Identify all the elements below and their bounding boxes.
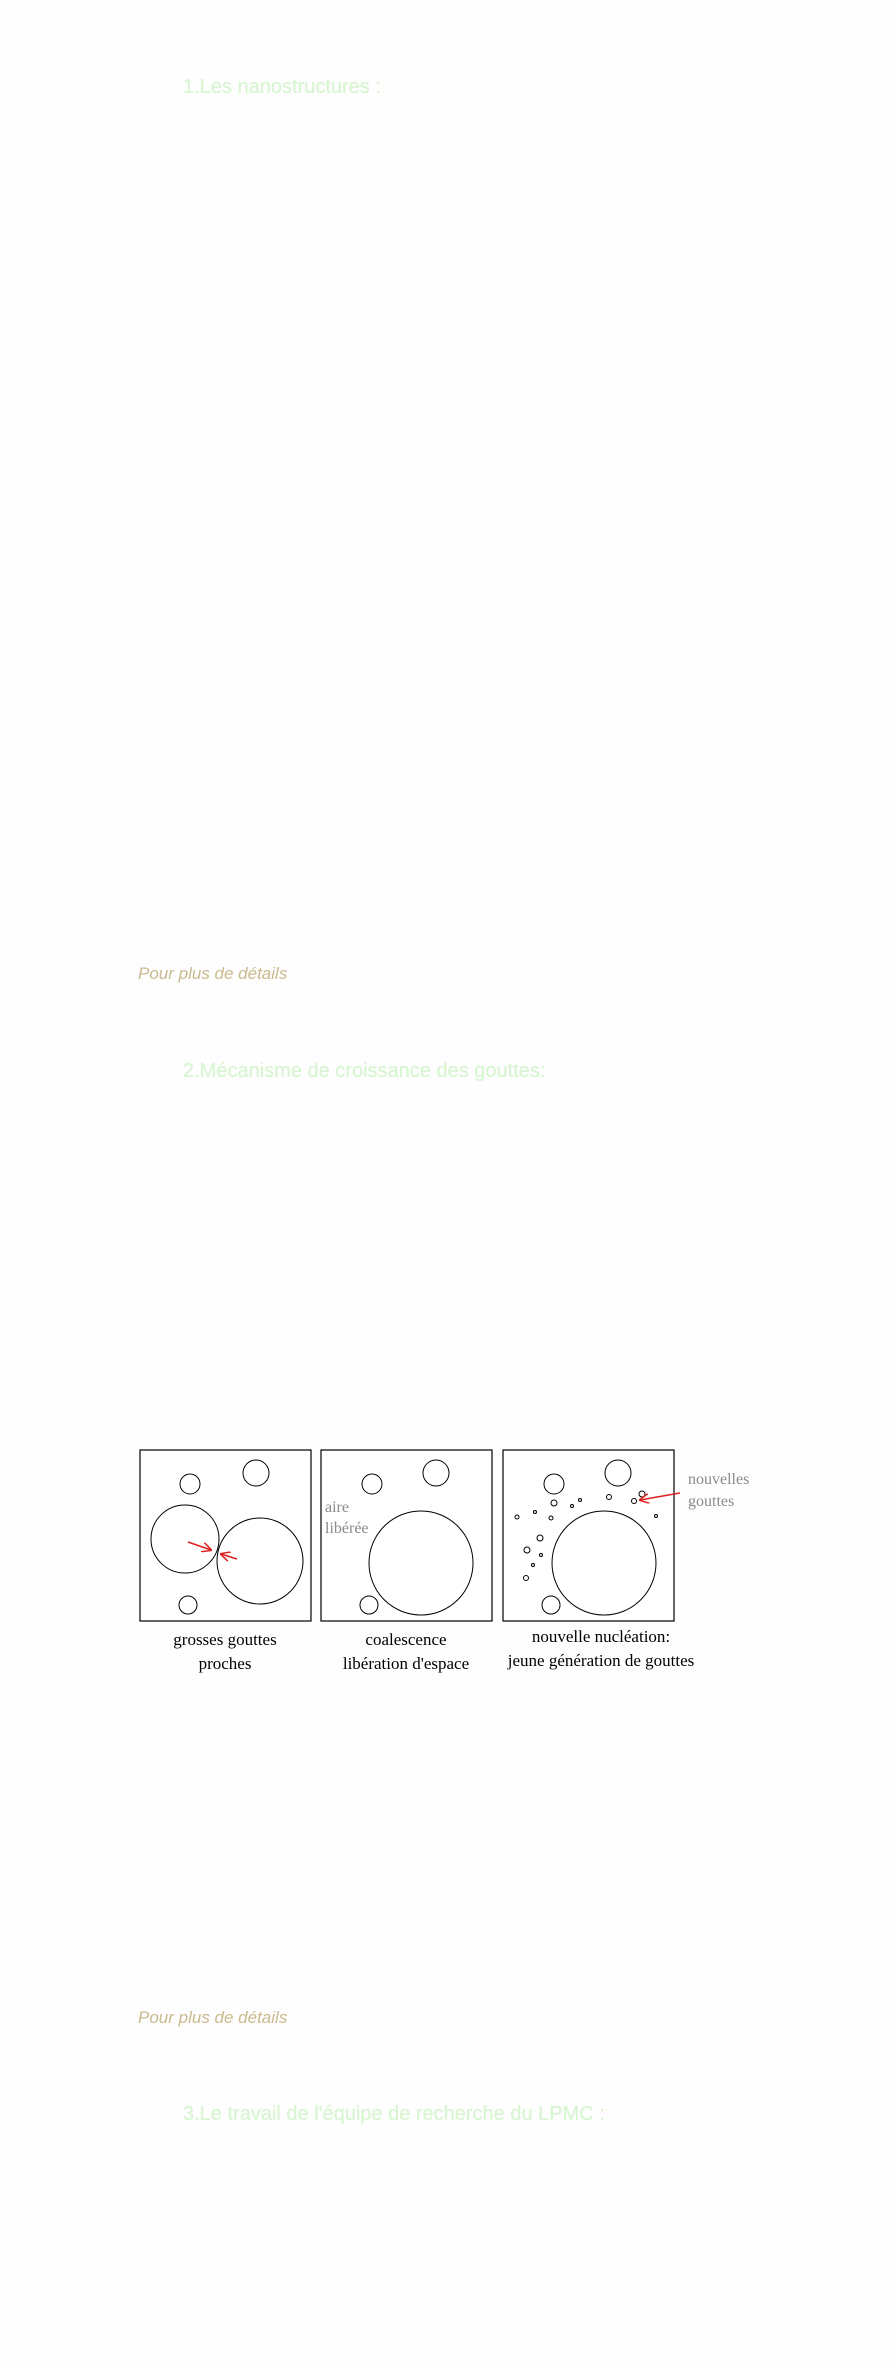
panel-nouvelle-nucleation: [503, 1450, 749, 1670]
new-droplets-label: nouvelles: [688, 1471, 750, 1488]
panel-grosses-gouttes: [140, 1450, 311, 1673]
details-link-mecanisme[interactable]: Pour plus de détails: [138, 2008, 288, 2027]
section-heading-nanostructures: 1.Les nanostructures :: [183, 76, 381, 98]
section-heading-mecanisme: 2.Mécanisme de croissance des gouttes:: [183, 1060, 546, 1082]
caption-line: coalescence: [365, 1630, 447, 1649]
caption-line: proches: [198, 1654, 252, 1673]
section-heading-travail-lpmc: 3.Le travail de l'équipe de recherche du LPMC :: [183, 2103, 605, 2125]
caption-line: libération d'espace: [342, 1654, 470, 1673]
caption-line: nouvelle nucléation:: [531, 1627, 671, 1646]
new-droplets-label: gouttes: [688, 1493, 735, 1510]
caption-line: jeune génération de gouttes: [507, 1651, 695, 1670]
freed-area-label: libérée: [325, 1520, 369, 1537]
freed-area-label: aire: [325, 1499, 349, 1516]
caption-line: grosses gouttes: [173, 1630, 277, 1649]
details-link-nanostructures[interactable]: Pour plus de détails: [138, 964, 288, 983]
panel-coalescence: [321, 1450, 492, 1673]
